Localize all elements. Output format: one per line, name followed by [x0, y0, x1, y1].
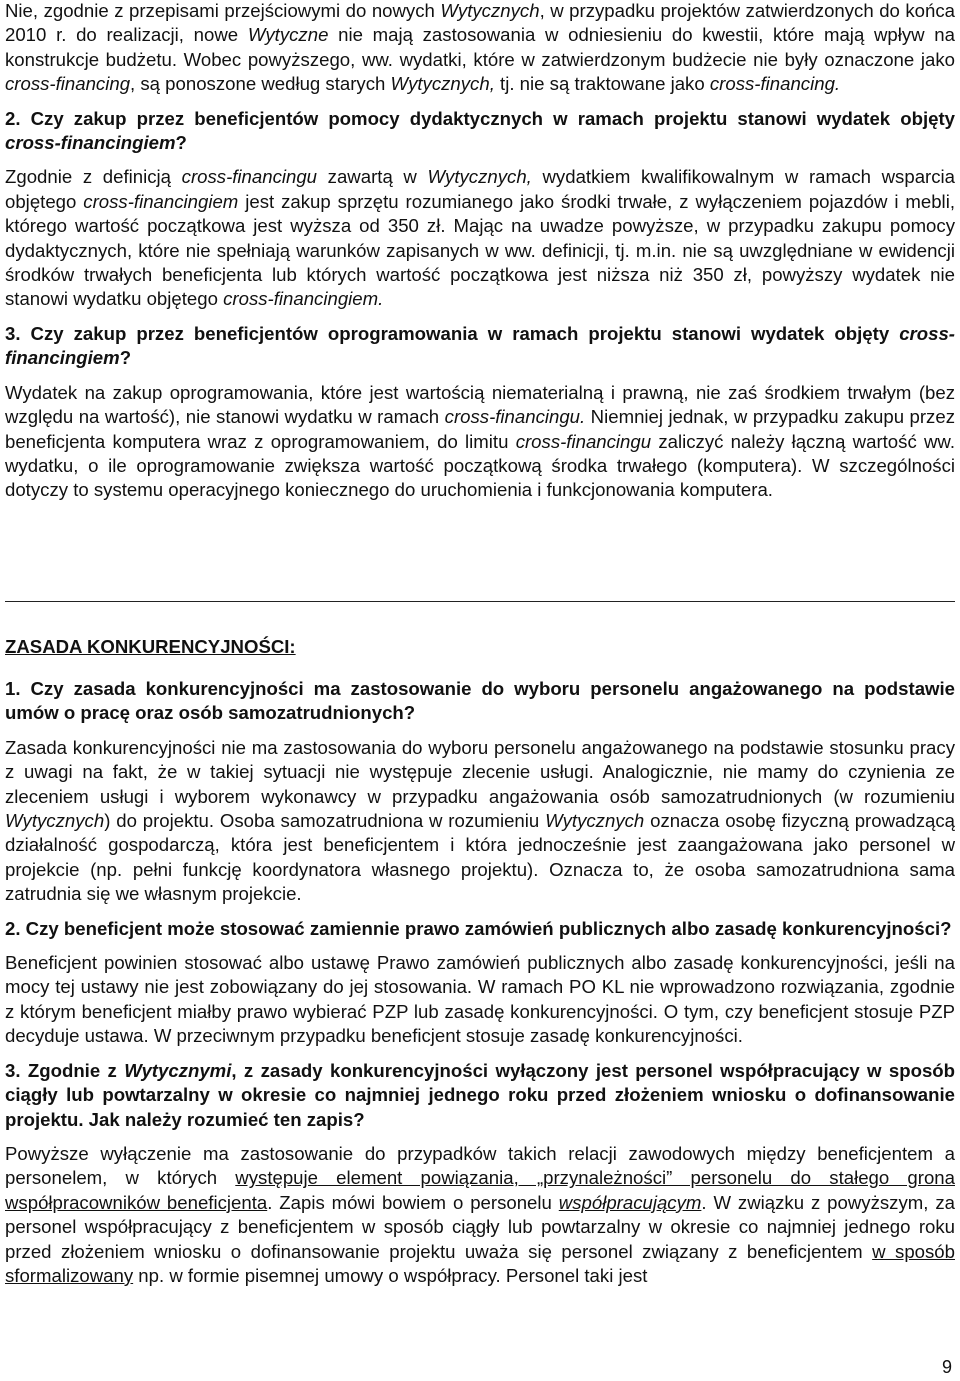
question-lower-1: 1. Czy zasada konkurencyjności ma zastosowanie do wyboru personelu angażowanego na podstawie umów o pracę oraz osób samozatrudnionych?	[5, 678, 955, 724]
paragraph-lower-1: Zasada konkurencyjności nie ma zastosowania do wyboru personelu angażowanego na podstawie stosunku pracy z uwagi na fakt, że w takiej sytuacji nie występuje zlecenie usługi. Analogicznie, nie mamy do czynienia ze zleceniem usługi i wyborem wykonawcy w przypadku angażowania osób samozatrudnionych (w rozumieniu Wytycznych) do projektu. Osoba samozatrudniona w rozumieniu Wytycznych oznacza osobę fizyczną prowadzącą działalność gospodarczą, która jest beneficjentem i która jednocześnie jest zaangażowana jako personel w projekcie (np. pełni funkcję koordynatora własnego projektu). Oznacza to, że osoba samozatrudniona sama zatrudnia się we własnym projekcie.	[5, 736, 955, 905]
question-upper-3: 3. Czy zakup przez beneficjentów oprogramowania w ramach projektu stanowi wydatek objęty cross-financingiem?	[5, 322, 955, 369]
question-lower-2: 2. Czy beneficjent może stosować zamiennie prawo zamówień publicznych albo zasadę konkurencyjności?	[5, 917, 952, 939]
paragraph-lower-3: Powyższe wyłączenie ma zastosowanie do przypadków takich relacji zawodowych między beneficjentem a personelem, w których występuje element powiązania, „przynależności” personelu do stałego grona współpracowników beneficjenta. Zapis mówi bowiem o personelu współpracującym. W związku z powyższym, za personel współpracujący z beneficjentem w sposób ciągły lub powtarzalny w okresie co najmniej jednego roku przed złożeniem wniosku o dofinansowanie projektu uważa się personel związany z beneficjentem w sposób sformalizowany np. w formie pisemnej umowy o współpracy. Personel taki jest	[5, 1142, 955, 1286]
paragraph-upper-1: Nie, zgodnie z przepisami przejściowymi do nowych Wytycznych, w przypadku projektów zatwierdzonych do końca 2010 r. do realizacji, nowe Wytyczne nie mają zastosowania w odniesieniu do kwestii, które mają wpływ na konstrukcje budżetu. Wobec powyższego, ww. wydatki, które w zatwierdzonym budżecie nie były oznaczone jako cross-financing, są ponoszone według starych Wytycznych, tj. nie są traktowane jako cross-financing.	[5, 0, 955, 95]
paragraph-upper-3: Wydatek na zakup oprogramowania, które jest wartością niematerialną i prawną, nie zaś środkiem trwałym (bez względu na wartość), nie stanowi wydatku w ramach cross-financingu. Niemniej jednak, w przypadku zakupu przez beneficjenta komputera wraz z oprogramowaniem, do limitu cross-financingu zaliczyć należy łączną wartość ww. wydatku, o ile oprogramowanie zwiększa wartość początkową środka trwałego (komputera). W szczególności dotyczy to systemu operacyjnego koniecznego do uruchomienia i funkcjonowania komputera.	[5, 381, 955, 501]
section-heading: ZASADA KONKURENCYJNOŚCI:	[5, 636, 296, 657]
question-upper-2: 2. Czy zakup przez beneficjentów pomocy dydaktycznych w ramach projektu stanowi wydatek objęty cross-financingiem?	[5, 107, 955, 154]
paragraph-upper-2: Zgodnie z definicją cross-financingu zawartą w Wytycznych, wydatkiem kwalifikowalnym w ramach wsparcia objętego cross-financingiem jest zakup sprzętu rozumianego jako środki trwałe, z wyłączeniem pojazdów i mebli, którego wartość początkowa jest wyższa od 350 zł. Mając na uwadze powyższe, w przypadku zakupu pomocy dydaktycznych, które nie spełniają warunków zapisanych w ww. definicji, tj. m.in. nie są uwzględniane w ewidencji środków trwałych beneficjenta lub których wartość początkowa jest niższa niż 350 zł, powyższy wydatek nie stanowi wydatku objętego cross-financingiem.	[5, 166, 955, 310]
paragraph-lower-2: Beneficjent powinien stosować albo ustawę Prawo zamówień publicznych albo zasadę konkurencyjności, jeśli na mocy tej ustawy nie jest zobowiązany do jej stosowania. W ramach PO KL nie wprowadzono rozwiązania, zgodnie z którym beneficjent miałby prawo wybierać PZP lub zasadę konkurencyjności. O tym, czy beneficjent stosuje PZP decyduje ustawa. W przeciwnym przypadku beneficjent stosuje zasadę konkurencyjności.	[5, 952, 955, 1047]
page-number: 9	[941, 1357, 952, 1377]
question-lower-3: 3. Zgodnie z Wytycznymi, z zasady konkurencyjności wyłączony jest personel współpracujący w sposób ciągły lub powtarzalny w okresie co najmniej jednego roku przed złożeniem wniosku o dofinansowanie projektu. Jak należy rozumieć ten zapis?	[5, 1059, 955, 1130]
upper-section	[5, 0, 955, 503]
lower-section	[5, 677, 955, 1288]
section-divider	[5, 601, 955, 602]
